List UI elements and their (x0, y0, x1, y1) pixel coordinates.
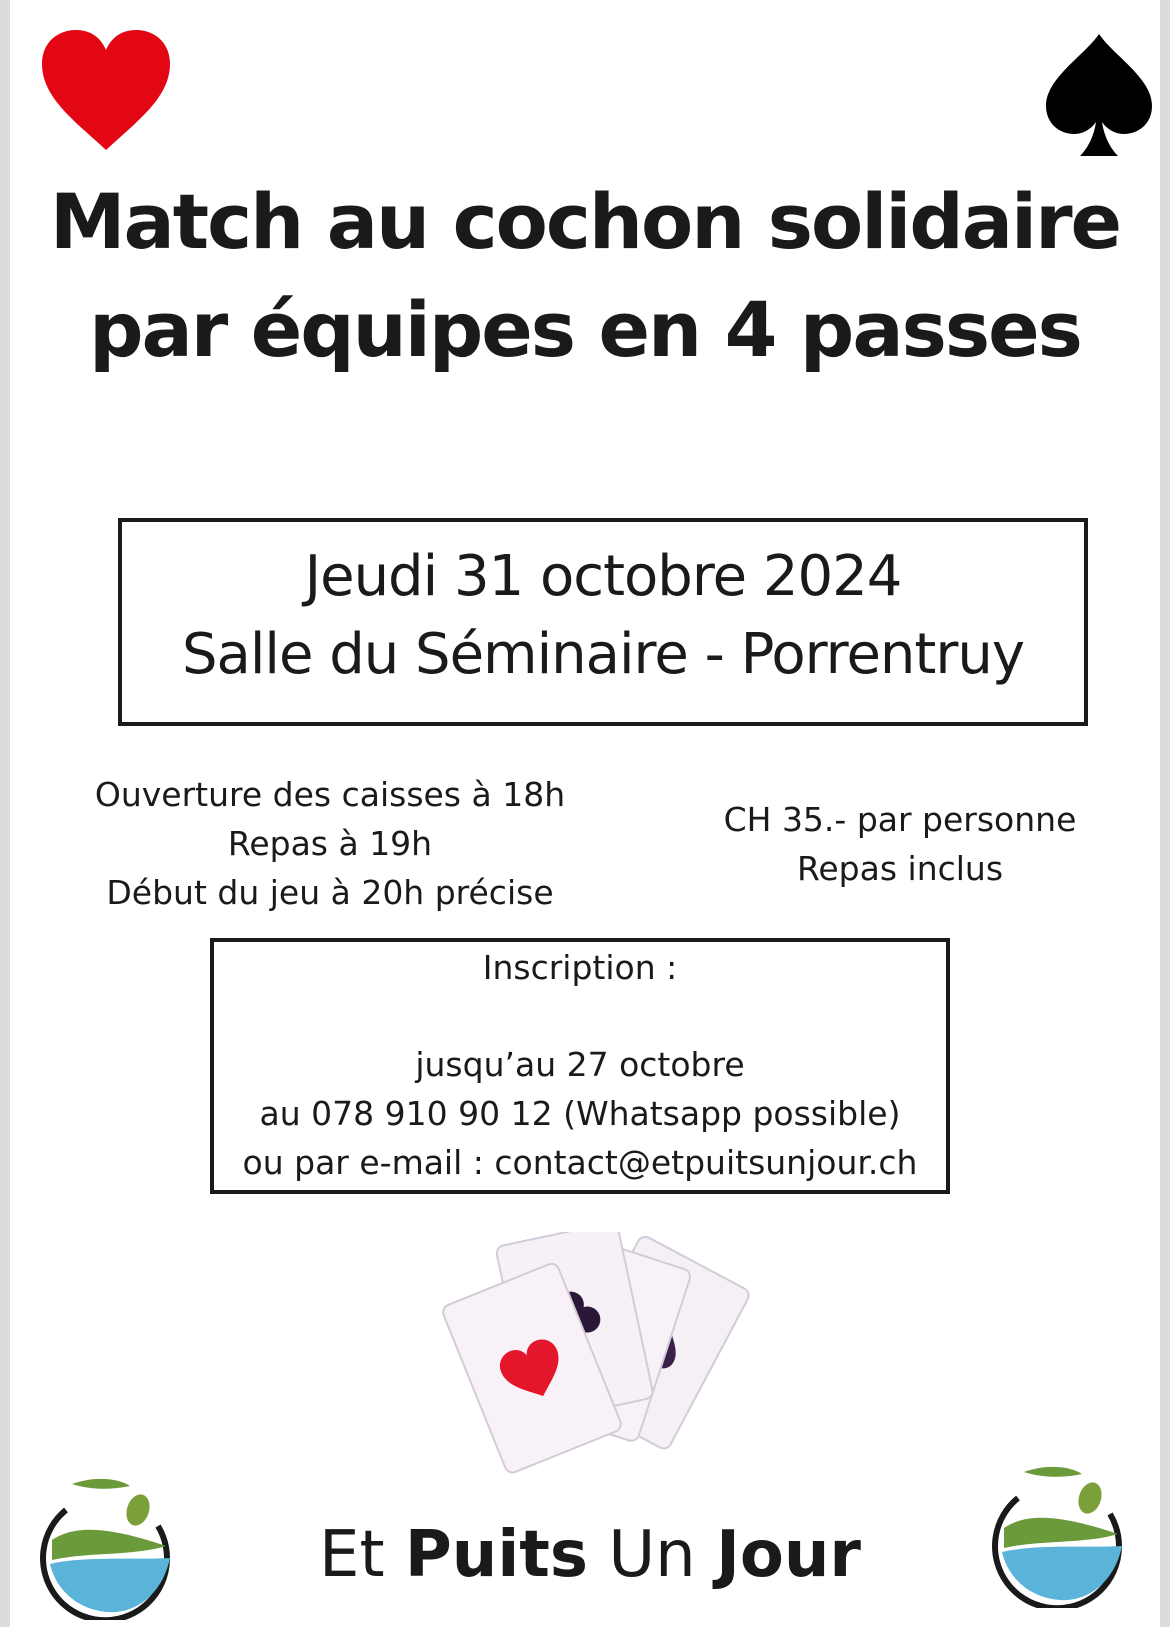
event-date: Jeudi 31 octobre 2024 (304, 544, 902, 609)
et-puits-un-jour-logo (38, 1470, 188, 1620)
inscription-details (214, 1040, 946, 1187)
event-title (10, 168, 1160, 384)
et-puits-un-jour-logo (990, 1458, 1140, 1608)
poster (10, 0, 1160, 1627)
inscription-heading: Inscription : (482, 948, 678, 987)
title-line-1: Match au cochon solidaire (49, 177, 1121, 266)
inscription-phone: au 078 910 90 12 (Whatsapp possible) (259, 1094, 901, 1133)
schedule-item: Ouverture des caisses à 18h (94, 775, 566, 814)
organizer-name (210, 1518, 970, 1592)
organizer-part: Et (319, 1518, 385, 1592)
schedule-item: Repas à 19h (227, 824, 433, 863)
price-line: CH 35.- par personne (723, 800, 1077, 839)
spade-suit-icon (1040, 30, 1158, 160)
inscription-box (210, 938, 950, 1194)
price-note: Repas inclus (796, 849, 1004, 888)
inscription-email: ou par e-mail : contact@etpuitsunjour.ch (242, 1143, 918, 1182)
schedule-item: Début du jeu à 20h précise (106, 873, 554, 912)
organizer-part: Un (608, 1518, 696, 1592)
organizer-part: Jour (716, 1518, 861, 1592)
title-line-2: par équipes en 4 passes (89, 285, 1081, 374)
event-venue: Salle du Séminaire - Porrentruy (181, 622, 1025, 687)
inscription-deadline: jusqu’au 27 octobre (415, 1045, 745, 1084)
playing-cards-illustration (430, 1232, 800, 1482)
schedule (70, 770, 590, 917)
price-info (690, 795, 1110, 893)
date-venue-box (118, 518, 1088, 726)
heart-suit-icon (36, 26, 176, 154)
organizer-part: Puits (404, 1518, 588, 1592)
